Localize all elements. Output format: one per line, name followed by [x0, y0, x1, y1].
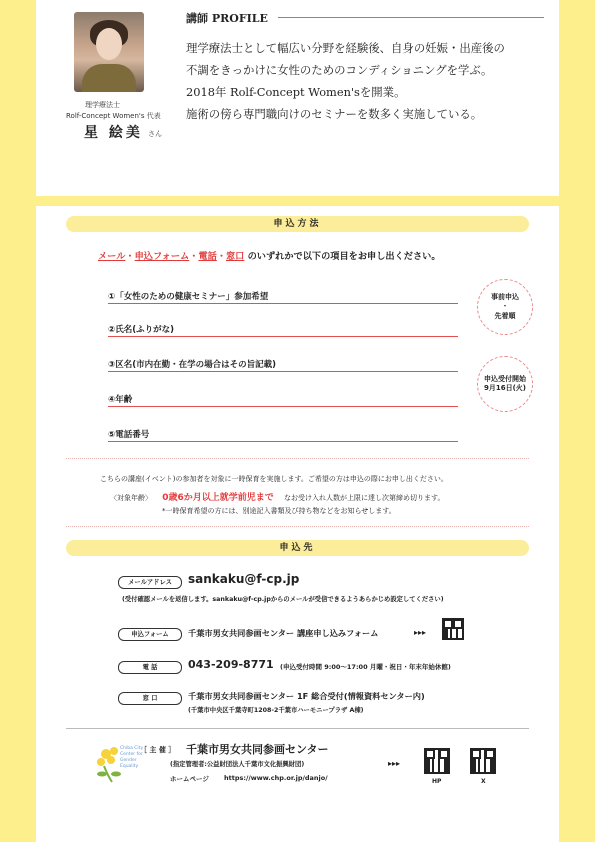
qr-label-x: X: [481, 778, 486, 785]
sponsor-manager: (指定管理者:公益財団法人千葉市文化振興財団): [170, 761, 305, 768]
instructor-affiliation: Rolf-Concept Women's 代表: [66, 112, 161, 120]
form-link[interactable]: 千葉市男女共同参画センター 講座申し込みフォーム: [188, 628, 379, 638]
form-qr-code[interactable]: [442, 618, 464, 640]
profile-divider: [278, 17, 544, 18]
childcare-footnote: *一時保育希望の方には、別途記入書類及び持ち物などをお知らせします。: [162, 507, 396, 515]
sponsor-name: 千葉市男女共同参画センター: [186, 743, 329, 756]
start-date-badge: 申込受付開始 9月16日(火): [477, 356, 533, 412]
profile-panel: [36, 0, 559, 196]
apply-heading: 申込方法: [273, 219, 322, 229]
window-label: 窓 口: [118, 692, 182, 705]
childcare-age-value: 0歳6か月以上就学前児まで: [162, 493, 274, 503]
email-address[interactable]: sankaku@f-cp.jp: [188, 572, 300, 586]
form-label: 申込フォーム: [118, 628, 182, 641]
instructor-name: 星 絵美: [84, 125, 143, 141]
apply-lead: メール・申込フォーム・電話・窓口 のいずれかで以下の項目をお申し出ください。: [98, 251, 441, 262]
instructor-photo: [74, 12, 144, 92]
window-address: (千葉市中央区千葉寺町1208-2千葉市ハーモニープラザ A棟): [188, 707, 364, 714]
method-window: 窓口: [226, 251, 245, 262]
contact-heading: 申込先: [279, 543, 316, 553]
required-item: ②氏名(ふりがな): [108, 325, 174, 335]
sponsor-label: ［ 主 催 ］: [140, 746, 176, 754]
x-qr-code[interactable]: [470, 748, 496, 774]
instructor-title: 理学療法士: [85, 101, 120, 109]
application-panel: [36, 206, 559, 842]
required-item: ⑤電話番号: [108, 430, 150, 440]
advance-booking-badge: 事前申込 ・ 先着順: [477, 279, 533, 335]
contact-heading-bar: [66, 540, 529, 556]
homepage-url[interactable]: https://www.chp.or.jp/danjo/: [224, 774, 328, 782]
qr-label-hp: HP: [432, 778, 442, 785]
bio-line: 施術の傍ら専門職向けのセミナーを数多く実施している。: [186, 107, 483, 121]
childcare-age: 〈対象年齢〉 0歳6か月以上就学前児まで なお受け入れ人数が上限に達し次第締め切ります。: [110, 493, 445, 503]
homepage-label: ホームページ: [170, 775, 209, 783]
phone-hours: (申込受付時間 9:00〜17:00 月曜・祝日・年末年始休館): [280, 663, 451, 671]
bio-line: 不調をきっかけに女性のためのコンディショニングを学ぶ。: [186, 63, 493, 77]
profile-heading: 講師 PROFILE: [186, 12, 268, 25]
bio-line: 理学療法士として幅広い分野を経験後、自身の妊娠・出産後の: [186, 41, 505, 55]
childcare-note: こちらの講座(イベント)の参加者を対象に一時保育を実施します。ご希望の方は申込の際にお申し出ください。: [100, 475, 448, 483]
instructor-suffix: さん: [148, 130, 162, 138]
lead-rest: のいずれかで以下の項目をお申し出ください。: [247, 251, 441, 262]
method-phone: 電話: [198, 251, 217, 262]
phone-number[interactable]: 043-209-8771: [188, 658, 274, 671]
bio-line: 2018年 Rolf-Concept Women'sを開業。: [186, 85, 406, 99]
apply-heading-bar: [66, 216, 529, 232]
required-item: ③区名(市内在勤・在学の場合はその旨記載): [108, 360, 276, 370]
window-location: 千葉市男女共同参画センター 1F 総合受付(情報資料センター内): [188, 691, 425, 701]
required-item: ①「女性のための健康セミナー」参加希望: [108, 292, 269, 302]
method-form: 申込フォーム: [134, 251, 190, 262]
logo-text: Chiba City Center for Gender Equality: [120, 746, 144, 769]
email-note: (受付確認メールを返信します。sankaku@f-cp.jpからのメールが受信できるようあらかじめ設定してください): [122, 596, 444, 603]
homepage-qr-code[interactable]: [424, 748, 450, 774]
email-label: メールアドレス: [118, 576, 182, 589]
required-item: ④年齢: [108, 395, 133, 405]
method-mail: メール: [98, 251, 126, 262]
phone-label: 電 話: [118, 661, 182, 674]
form-arrows: ▸▸▸: [414, 628, 427, 637]
footer-arrows: ▸▸▸: [388, 759, 401, 768]
